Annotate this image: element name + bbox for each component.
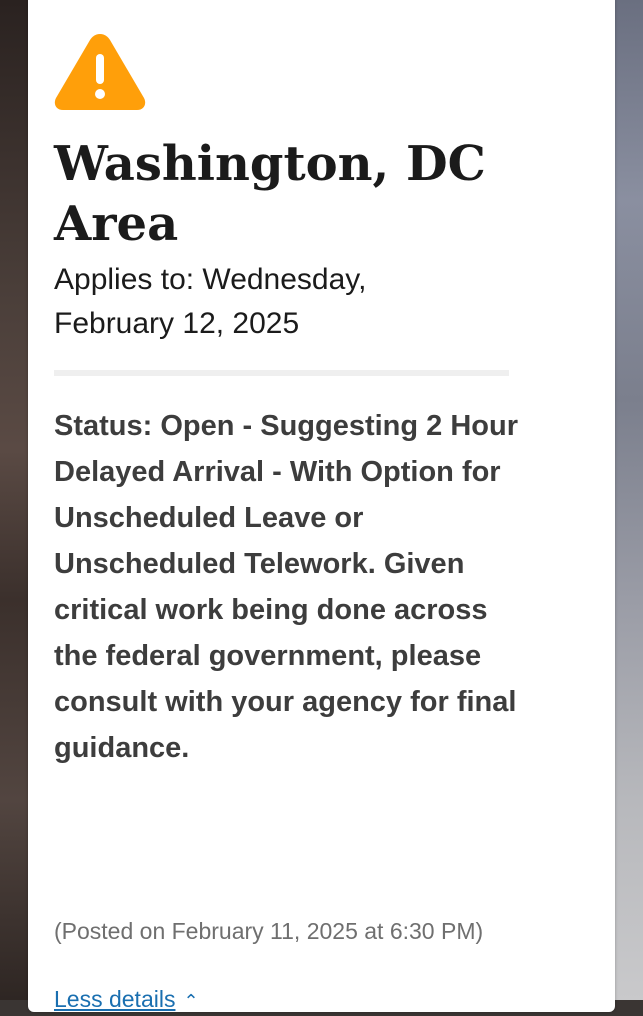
location-title: Washington, DC Area: [54, 136, 486, 252]
background-left: [0, 0, 30, 1000]
warning-triangle-icon: [52, 30, 148, 114]
less-details-label: Less details: [54, 986, 176, 1012]
status-message: Status: Open - Suggesting 2 Hour Delayed Arrival - With Option for Unscheduled Leave or Unscheduled Telework. Given critical work being done across the federal government, please consult with your agency for final guidance.: [54, 410, 519, 764]
applies-to-date: Applies to: Wednesday, February 12, 2025: [54, 263, 367, 340]
background-right: [613, 0, 643, 1000]
less-details-link[interactable]: [54, 984, 199, 1016]
chevron-up-icon: ⌃: [183, 991, 199, 1011]
posted-timestamp: (Posted on February 11, 2025 at 6:30 PM): [54, 918, 484, 944]
divider: [54, 370, 509, 376]
